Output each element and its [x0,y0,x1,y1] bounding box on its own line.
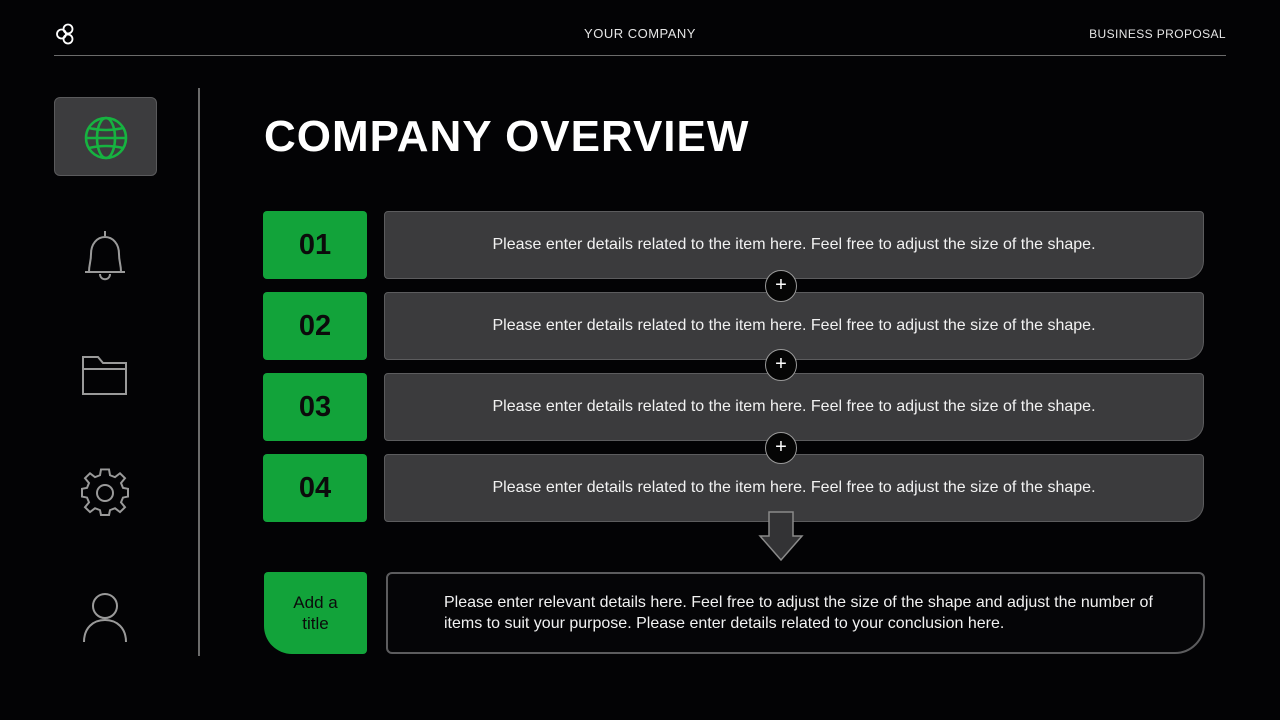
user-icon [80,590,130,644]
item-detail-box[interactable] [384,292,1204,360]
company-name: YOUR COMPANY [584,26,696,41]
plus-icon[interactable]: + [765,432,797,464]
item-detail-box[interactable] [384,211,1204,279]
plus-icon[interactable]: + [765,349,797,381]
conclusion-title-badge[interactable] [264,572,367,654]
gear-icon [80,468,130,518]
sidebar-item-profile[interactable] [80,590,130,644]
plus-icon[interactable]: + [765,270,797,302]
item-number-badge: 02 [263,292,367,360]
conclusion-box[interactable] [386,572,1205,654]
sidebar-item-folder[interactable] [80,352,130,398]
item-number-badge: 03 [263,373,367,441]
folder-icon [80,352,130,398]
sidebar-divider [198,88,200,656]
conclusion-text: Please enter relevant details here. Feel free to adjust the size of the shape and adjust the number of items to suit your purpose. Please enter details related to your conclusion here. [444,594,1153,632]
globe-icon [83,115,129,161]
item-detail-text: Please enter details related to the item here. Feel free to adjust the size of the shape. [492,479,1096,496]
page-title: COMPANY OVERVIEW [264,112,750,161]
arrow-down-icon [758,511,804,561]
sidebar-item-settings[interactable] [80,468,130,518]
bell-icon [80,228,130,284]
conclusion-title: Add a title [293,593,338,633]
item-detail-text: Please enter details related to the item here. Feel free to adjust the size of the shape. [492,317,1096,334]
document-type-label: BUSINESS PROPOSAL [1089,27,1226,41]
item-detail-text: Please enter details related to the item here. Feel free to adjust the size of the shape. [492,398,1096,415]
item-number-badge: 04 [263,454,367,522]
item-detail-text: Please enter details related to the item here. Feel free to adjust the size of the shape. [492,236,1096,253]
header-divider [54,55,1226,56]
item-number-badge: 01 [263,211,367,279]
sidebar-item-notifications[interactable] [80,228,130,284]
item-detail-box[interactable] [384,373,1204,441]
sidebar-item-globe[interactable] [54,97,157,176]
